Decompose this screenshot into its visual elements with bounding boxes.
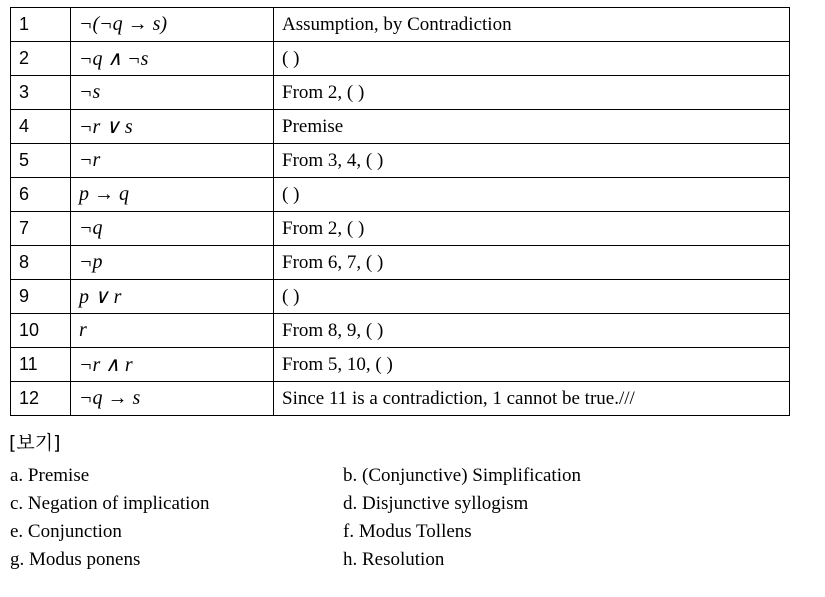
step-reason: From 3, 4, ( )	[274, 144, 790, 178]
step-number: 11	[11, 348, 71, 382]
step-formula: ¬(¬q → s)	[71, 8, 274, 42]
step-reason: Premise	[274, 110, 790, 144]
step-reason: Since 11 is a contradiction, 1 cannot be true.///	[274, 382, 790, 416]
table-row	[11, 246, 790, 280]
option-f: f. Modus Tollens	[343, 521, 472, 542]
table-row	[11, 212, 790, 246]
step-number: 12	[11, 382, 71, 416]
step-formula: p → q	[71, 178, 274, 212]
table-row	[11, 280, 790, 314]
option-d: d. Disjunctive syllogism	[343, 493, 529, 514]
option-e: e. Conjunction	[10, 521, 122, 542]
step-number: 5	[11, 144, 71, 178]
option-b: b. (Conjunctive) Simplification	[343, 465, 581, 486]
step-formula: ¬q → s	[71, 382, 274, 416]
step-formula: p ∨ r	[71, 280, 274, 314]
step-reason: ( )	[274, 42, 790, 76]
proof-table	[10, 7, 790, 416]
step-reason: From 5, 10, ( )	[274, 348, 790, 382]
step-formula: ¬r	[71, 144, 274, 178]
step-reason: ( )	[274, 280, 790, 314]
step-number: 6	[11, 178, 71, 212]
step-number: 7	[11, 212, 71, 246]
step-number: 1	[11, 8, 71, 42]
table-row	[11, 8, 790, 42]
step-formula: ¬r ∧ r	[71, 348, 274, 382]
step-number: 9	[11, 280, 71, 314]
step-number: 2	[11, 42, 71, 76]
table-row	[11, 382, 790, 416]
step-number: 8	[11, 246, 71, 280]
table-row	[11, 314, 790, 348]
step-number: 10	[11, 314, 71, 348]
step-formula: ¬r ∨ s	[71, 110, 274, 144]
table-row	[11, 178, 790, 212]
step-formula: ¬s	[71, 76, 274, 110]
step-formula: r	[71, 314, 274, 348]
table-row	[11, 110, 790, 144]
step-reason: Assumption, by Contradiction	[274, 8, 790, 42]
table-row	[11, 42, 790, 76]
step-reason: From 2, ( )	[274, 212, 790, 246]
table-row	[11, 348, 790, 382]
option-a: a. Premise	[10, 465, 90, 486]
step-formula: ¬q ∧ ¬s	[71, 42, 274, 76]
option-g: g. Modus ponens	[10, 549, 141, 570]
step-formula: ¬q	[71, 212, 274, 246]
bogi-heading: [보기]	[9, 432, 61, 454]
step-reason: From 2, ( )	[274, 76, 790, 110]
step-number: 4	[11, 110, 71, 144]
step-reason: From 6, 7, ( )	[274, 246, 790, 280]
step-reason: ( )	[274, 178, 790, 212]
step-formula: ¬p	[71, 246, 274, 280]
step-number: 3	[11, 76, 71, 110]
step-reason: From 8, 9, ( )	[274, 314, 790, 348]
option-c: c. Negation of implication	[10, 493, 210, 514]
option-h: h. Resolution	[343, 549, 445, 570]
table-row	[11, 144, 790, 178]
table-row	[11, 76, 790, 110]
